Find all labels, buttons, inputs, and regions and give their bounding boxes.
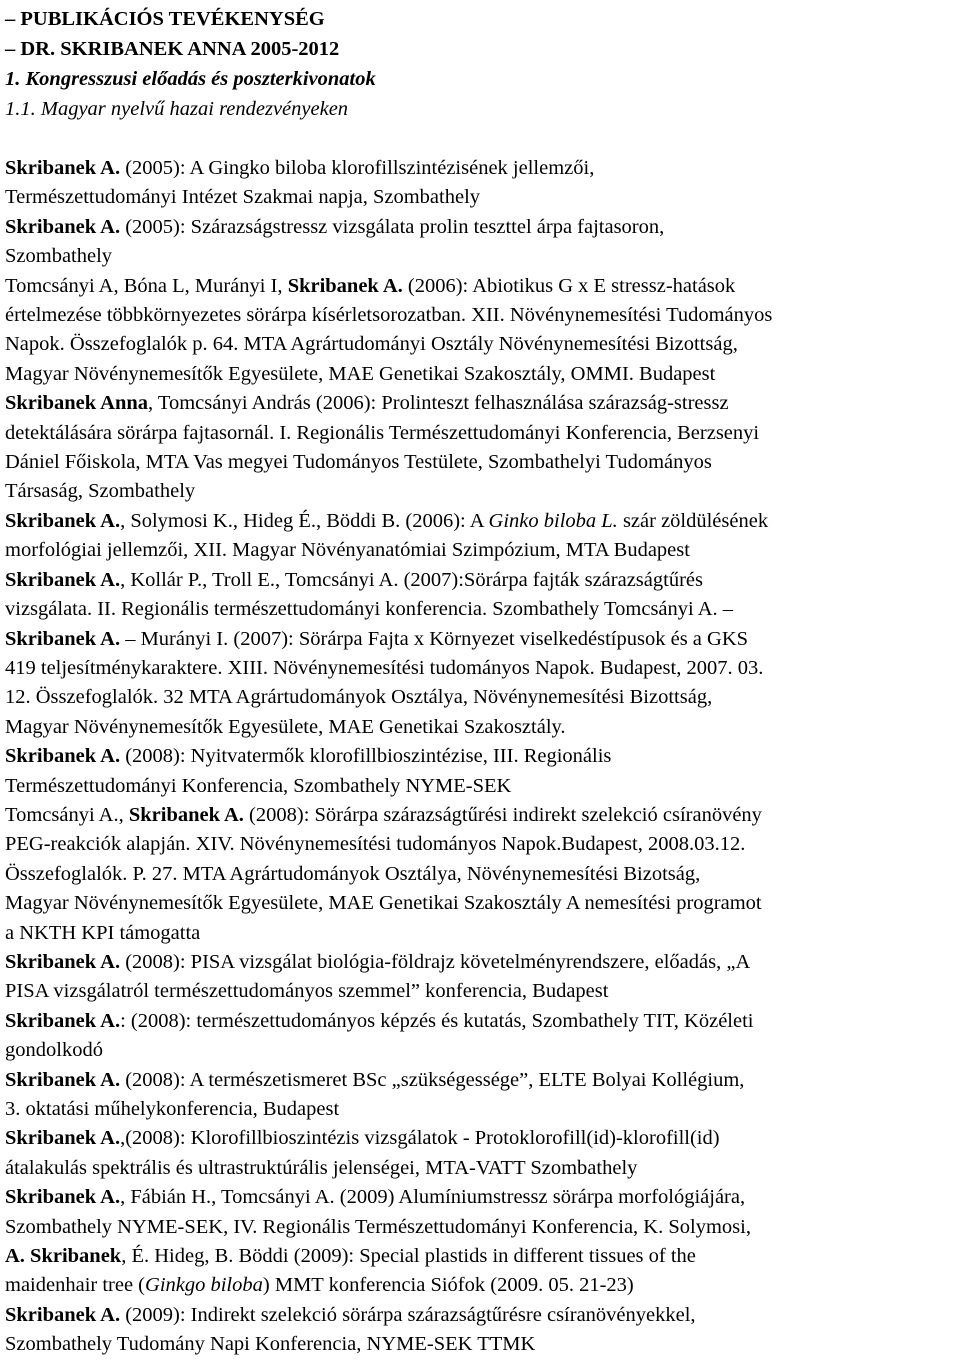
publication-entry [5,625,950,743]
entry-text: , É. Hideg, B. Böddi (2009): Special plastids in different tissues of the [121,1245,696,1268]
entry-text: (2008): Sörárpa szárazságtűrési indirekt szelekció csíranövény [243,803,762,826]
entry-text: : (2008): természettudományos képzés és kutatás, Szombathely TIT, Közéleti [120,1009,754,1032]
author-name-bold: Skribanek A. [287,274,403,297]
entry-text: 419 teljesítménykaraktere. XIII. Növénynemesítési tudományos Napok. Budapest, 2007. 03. [5,656,764,679]
entry-text: átalakulás spektrális és ultrastruktúrális jelenségei, MTA-VATT Szombathely [5,1156,638,1179]
publication-entry [5,213,950,272]
entry-text: Szombathely NYME-SEK, IV. Regionális Természettudományi Konferencia, K. Solymosi, [5,1215,751,1238]
publication-entry [5,566,950,625]
entry-text: 12. Összefoglalók. 32 MTA Agrártudományok Osztálya, Növénynemesítési Bizottság, [5,686,713,709]
publication-entry [5,948,950,1007]
species-name-italic: Ginkgo biloba [145,1274,263,1297]
author-name-bold: Skribanek A. [5,627,121,650]
publication-entry [5,272,950,390]
entry-text: , Kollár P., Troll E., Tomcsányi A. (2007):Sörárpa fajták szárazságtűrés [120,568,703,591]
publication-entry [5,389,950,507]
entry-text: Összefoglalók. P. 27. MTA Agrártudományok Osztálya, Növénynemesítési Bizotság, [5,862,701,885]
author-heading: – DR. SKRIBANEK ANNA 2005-2012 [5,38,340,60]
entry-text: Szombathely Tudomány Napi Konferencia, NYME-SEK TTMK [5,1333,536,1356]
entry-text: , Solymosi K., Hideg É., Böddi B. (2006): A [120,509,489,532]
entry-text: (2009): Indirekt szelekció sörárpa szárazságtűrésre csíranövényekkel, [120,1303,696,1326]
publication-entry [5,154,950,213]
entry-text: PISA vizsgálatról természettudományos szemmel” konferencia, Budapest [5,980,609,1003]
author-name-bold: Skribanek A. [5,1068,121,1091]
entry-text: (2008): A természetismeret BSc „szükségessége”, ELTE Bolyai Kollégium, [120,1068,745,1091]
author-name-bold: Skribanek A. [5,215,121,238]
entry-text: (2005): A Gingko biloba klorofillszintézisének jellemzői, [120,157,595,179]
publication-entry [5,1301,950,1360]
entry-text: vizsgálata. II. Regionális természettudományi konferencia. Szombathely Tomcsányi A. – [5,598,734,621]
author-name-bold: Skribanek A. [5,745,121,768]
entry-text: detektálására sörárpa fajtasornál. I. Regionális Természettudományi Konferencia, Berzsenyi [5,421,760,444]
entry-text: a NKTH KPI támogatta [5,921,201,944]
publication-entry [5,1007,950,1066]
publication-list [5,154,950,1360]
entry-text: Magyar Növénynemesítők Egyesülete, MAE Genetikai Szakosztály. [5,715,566,738]
entry-text: morfológiai jellemzői, XII. Magyar Növényanatómiai Szimpózium, MTA Budapest [5,539,690,562]
entry-text: szár zöldülésének [617,509,769,532]
entry-text: – Murányi I. (2007): Sörárpa Fajta x Környezet viselkedéstípusok és a GKS [120,627,749,650]
entry-text: ) MMT konferencia Siófok (2009. 05. 21-23) [262,1274,634,1297]
author-name-bold: A. Skribanek [5,1245,122,1268]
entry-text: 3. oktatási műhelykonferencia, Budapest [5,1098,340,1120]
entry-text: Természettudományi Konferencia, Szombathely NYME-SEK [5,774,512,797]
entry-text: Magyar Növénynemesítők Egyesülete, MAE Genetikai Szakosztály A nemesítési programot [5,892,762,915]
entry-text: (2006): Abiotikus G x E stressz-hatások [402,274,736,297]
species-name-italic: Ginko biloba L. [488,509,618,532]
entry-text: értelmezése többkörnyezetes sörárpa kísérletsorozatban. XII. Növénynemesítési Tudományos [5,304,773,327]
publication-entry [5,1124,950,1183]
publication-entry [5,742,950,801]
author-name-bold: Skribanek A. [5,1303,121,1326]
author-name-bold: Skribanek A. [5,157,121,179]
entry-text: PEG-reakciók alapján. XIV. Növénynemesítési tudományos Napok.Budapest, 2008.03.12. [5,833,746,856]
entry-text: gondolkodó [5,1039,103,1062]
author-name-bold: Skribanek A. [5,1009,121,1032]
author-name-bold: Skribanek Anna [5,392,148,415]
publication-entry [5,1066,950,1125]
entry-text: Tomcsányi A, Bóna L, Murányi I, [5,274,288,297]
entry-text: Társaság, Szombathely [5,480,196,503]
publication-entry [5,801,950,948]
entry-text: Dániel Főiskola, MTA Vas megyei Tudományos Testülete, Szombathelyi Tudományos [5,451,712,474]
entry-text: Napok. Összefoglalók p. 64. MTA Agrártudományi Osztály Növénynemesítési Bizottság, [5,333,738,356]
subsection-heading-congress: 1. Kongresszusi előadás és poszterkivonatok [5,68,376,90]
entry-text: (2005): Szárazságstressz vizsgálata prolin teszttel árpa fajtasoron, [120,215,665,238]
entry-text: ,(2008): Klorofillbioszintézis vizsgálatok - Protoklorofill(id)-klorofill(id) [120,1127,720,1150]
entry-text: Szombathely [5,245,113,268]
publication-entry [5,1183,950,1301]
section-heading-publications: – PUBLIKÁCIÓS TEVÉKENYSÉG [5,8,325,30]
entry-text: maidenhair tree ( [5,1274,146,1297]
author-name-bold: Skribanek A. [5,509,121,532]
heading-spacer [5,124,950,154]
author-name-bold: Skribanek A. [5,568,121,591]
entry-text: Magyar Növénynemesítők Egyesülete, MAE Genetikai Szakosztály, OMMI. Budapest [5,362,716,385]
author-name-bold: Skribanek A. [5,1186,121,1209]
entry-text: Természettudományi Intézet Szakmai napja, Szombathely [5,186,481,209]
entry-text: (2008): Nyitvatermők klorofillbioszintézise, III. Regionális [120,745,612,768]
entry-text: Tomcsányi A., [5,803,129,826]
subsection-heading-hungarian-events: 1.1. Magyar nyelvű hazai rendezvényeken [5,98,349,120]
author-name-bold: Skribanek A. [128,803,244,826]
author-name-bold: Skribanek A. [5,1127,121,1150]
publication-entry [5,507,950,566]
author-name-bold: Skribanek A. [5,950,121,973]
entry-text: , Tomcsányi András (2006): Prolinteszt felhasználása szárazság-stressz [148,392,729,415]
entry-text: , Fábián H., Tomcsányi A. (2009) Alumíniumstressz sörárpa morfológiájára, [120,1186,746,1209]
entry-text: (2008): PISA vizsgálat biológia-földrajz követelményrendszere, előadás, „A [120,950,751,973]
